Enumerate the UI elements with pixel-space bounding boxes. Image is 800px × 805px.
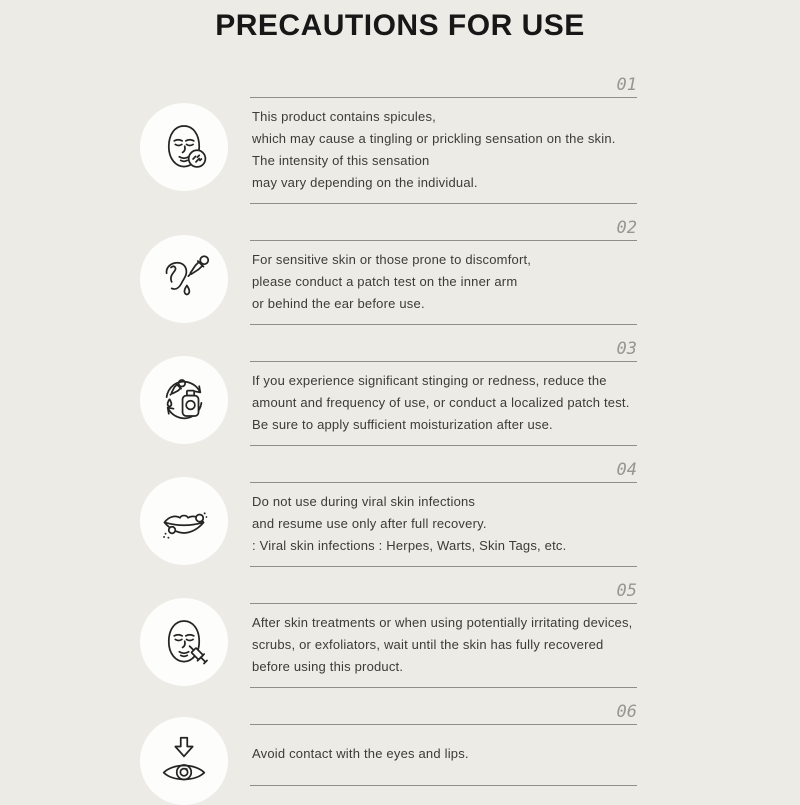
face-syringe-treatment-icon [140,598,228,686]
precaution-section-6 [0,701,800,805]
text-line: scrubs, or exfoliators, wait until the skin has fully recovered [252,637,604,652]
divider-line [250,687,637,688]
divider-line [250,445,637,446]
text-line: amount and frequency of use, or conduct a localized patch test. [252,395,630,410]
icon-column [0,338,250,446]
lips-infection-icon [140,477,228,565]
section-number: 06 [616,702,637,722]
text-line: and resume use only after full recovery. [252,516,487,531]
icon-column [0,580,250,688]
divider-line [250,203,637,204]
icon-column [0,74,250,204]
section-text [250,725,637,785]
section-number: 01 [616,75,637,95]
text-line: which may cause a tingling or prickling sensation on the skin. [252,131,616,146]
section-number: 03 [616,339,637,359]
text-line: may vary depending on the individual. [252,175,478,190]
section-text [250,362,637,445]
section-number: 04 [616,460,637,480]
section-text [250,98,637,203]
page-title: PRECAUTIONS FOR USE [215,9,585,42]
text-line: If you experience significant stinging or redness, reduce the [252,373,607,388]
section-text [250,604,637,687]
section-text [250,241,637,324]
icon-column [0,459,250,567]
text-line: or behind the ear before use. [252,296,425,311]
text-line: For sensitive skin or those prone to discomfort, [252,252,532,267]
text-line: : Viral skin infections : Herpes, Warts, Skin Tags, etc. [252,538,567,553]
dropper-bottle-cycle-icon [140,356,228,444]
text-line: before using this product. [252,659,404,674]
section-number: 05 [616,581,637,601]
content-column [250,338,637,446]
text-line: The intensity of this sensation [252,153,430,168]
content-column [250,459,637,567]
divider-line [250,785,637,786]
section-number: 02 [616,218,637,238]
icon-column [0,217,250,325]
section-text [250,483,637,566]
ear-dropper-patch-test-icon [140,235,228,323]
content-column [250,217,637,325]
precaution-section-2 [0,217,800,325]
divider-line [250,324,637,325]
icon-column [0,701,250,805]
precaution-section-5 [0,580,800,688]
precaution-section-1 [0,74,800,204]
precaution-section-3 [0,338,800,446]
content-column [250,701,637,805]
content-column [250,580,637,688]
text-line: Be sure to apply sufficient moisturization after use. [252,417,553,432]
eye-avoid-contact-icon [140,717,228,805]
divider-line [250,566,637,567]
precaution-section-4 [0,459,800,567]
content-column [250,74,637,204]
text-line: This product contains spicules, [252,109,436,124]
text-line: please conduct a patch test on the inner arm [252,274,518,289]
text-line: After skin treatments or when using potentially irritating devices, [252,615,633,630]
text-line: Do not use during viral skin infections [252,494,476,509]
text-line: Avoid contact with the eyes and lips. [252,746,469,761]
face-spicule-magnifier-icon [140,103,228,191]
